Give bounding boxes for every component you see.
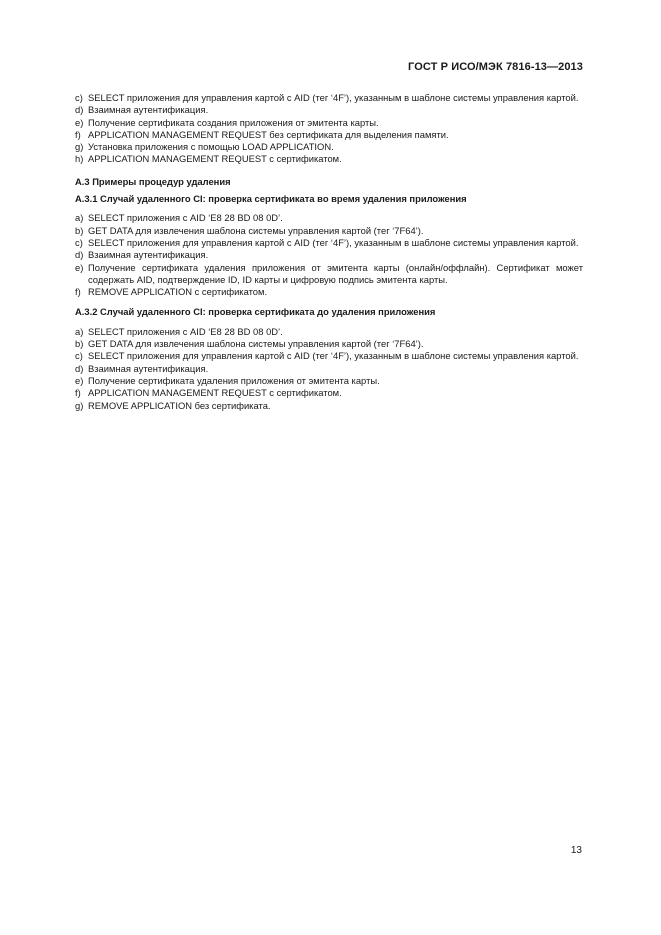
list-item-text: REMOVE APPLICATION с сертификатом. bbox=[88, 286, 268, 298]
list-item bbox=[75, 153, 583, 165]
list-marker: h) bbox=[75, 153, 84, 165]
list-item-text: Получение сертификата удаления приложения от эмитента карты. bbox=[88, 374, 380, 386]
list-item-text: Взаимная аутентификация. bbox=[88, 104, 209, 116]
list-marker: e) bbox=[75, 261, 84, 273]
list-marker: d) bbox=[75, 249, 84, 261]
list-item-text: GET DATA для извлечения шаблона системы управления картой (тег ‘7F64’). bbox=[88, 224, 424, 236]
list-item-text: SELECT приложения с AID ‘E8 28 BD 08 0D’. bbox=[88, 212, 283, 224]
list-item bbox=[75, 286, 583, 298]
list-item-text: Установка приложения с помощью LOAD APPLICATION. bbox=[88, 141, 334, 153]
list-item-text: APPLICATION MANAGEMENT REQUEST без сертификата для выделения памяти. bbox=[88, 128, 449, 140]
list-marker: a) bbox=[75, 325, 84, 337]
list-item bbox=[75, 129, 583, 141]
list-item-text: Получение сертификата создания приложения от эмитента карты. bbox=[88, 116, 379, 128]
list-marker: d) bbox=[75, 104, 84, 116]
list-marker: f) bbox=[75, 286, 81, 298]
subsection-a31-list bbox=[75, 212, 583, 298]
document-header: ГОСТ Р ИСО/МЭК 7816-13—2013 bbox=[408, 61, 583, 73]
list-item-text: REMOVE APPLICATION без сертификата. bbox=[88, 399, 271, 411]
list-item bbox=[75, 400, 583, 412]
subsection-a32-list bbox=[75, 326, 583, 412]
list-marker: a) bbox=[75, 212, 84, 224]
list-item-text: APPLICATION MANAGEMENT REQUEST с сертификатом. bbox=[88, 387, 342, 399]
list-item bbox=[75, 237, 583, 249]
list-item bbox=[75, 212, 583, 224]
subsection-heading-a31: А.3.1 Случай удаленного CI: проверка сертификата во время удаления приложения bbox=[75, 193, 467, 205]
list-item bbox=[75, 104, 583, 116]
list-marker: g) bbox=[75, 141, 84, 153]
list-item bbox=[75, 262, 583, 287]
list-marker: f) bbox=[75, 128, 81, 140]
list-item bbox=[75, 249, 583, 261]
list-marker: e) bbox=[75, 374, 84, 386]
list-marker: b) bbox=[75, 338, 84, 350]
list-item-text: SELECT приложения для управления картой с AID (тег ‘4F’), указанным в шаблоне системы управления картой. bbox=[88, 350, 579, 362]
section-heading: А.3 Примеры процедур удаления bbox=[75, 175, 231, 187]
list-item-text: SELECT приложения для управления картой с AID (тег ‘4F’), указанным в шаблоне системы управления картой. bbox=[88, 92, 579, 103]
list-item bbox=[75, 350, 583, 362]
document-body bbox=[75, 92, 583, 412]
list-marker: c) bbox=[75, 236, 83, 248]
list-item-text: Взаимная аутентификация. bbox=[88, 249, 209, 261]
list-item-text: GET DATA для извлечения шаблона системы управления картой (тег ‘7F64’). bbox=[88, 338, 424, 350]
list-item bbox=[75, 117, 583, 129]
list-item bbox=[75, 387, 583, 399]
list-marker: c) bbox=[75, 350, 83, 362]
list-marker: c) bbox=[75, 92, 83, 103]
list-item-text: APPLICATION MANAGEMENT REQUEST с сертификатом. bbox=[88, 153, 342, 165]
intro-list bbox=[75, 92, 583, 166]
list-item-text: SELECT приложения для управления картой с AID (тег ‘4F’), указанным в шаблоне системы управления картой. bbox=[88, 236, 579, 248]
list-marker: f) bbox=[75, 387, 81, 399]
list-item-text: Взаимная аутентификация. bbox=[88, 362, 209, 374]
list-item bbox=[75, 92, 583, 104]
list-marker: g) bbox=[75, 399, 84, 411]
list-item-text: Получение сертификата удаления приложения от эмитента карты (онлайн/оффлайн). Сертификат может содержать AID, подтверждение ID, ID карты и цифровую подпись эмитента карты. bbox=[88, 261, 583, 285]
subsection-heading-a32: А.3.2 Случай удаленного CI: проверка сертификата до удаления приложения bbox=[75, 306, 436, 318]
list-item bbox=[75, 326, 583, 338]
list-item bbox=[75, 141, 583, 153]
list-item bbox=[75, 363, 583, 375]
list-marker: d) bbox=[75, 362, 84, 374]
page-number: 13 bbox=[570, 845, 582, 856]
list-item-text: SELECT приложения с AID ‘E8 28 BD 08 0D’. bbox=[88, 325, 283, 337]
list-item bbox=[75, 375, 583, 387]
list-item bbox=[75, 225, 583, 237]
list-marker: e) bbox=[75, 116, 84, 128]
list-item bbox=[75, 338, 583, 350]
list-marker: b) bbox=[75, 224, 84, 236]
